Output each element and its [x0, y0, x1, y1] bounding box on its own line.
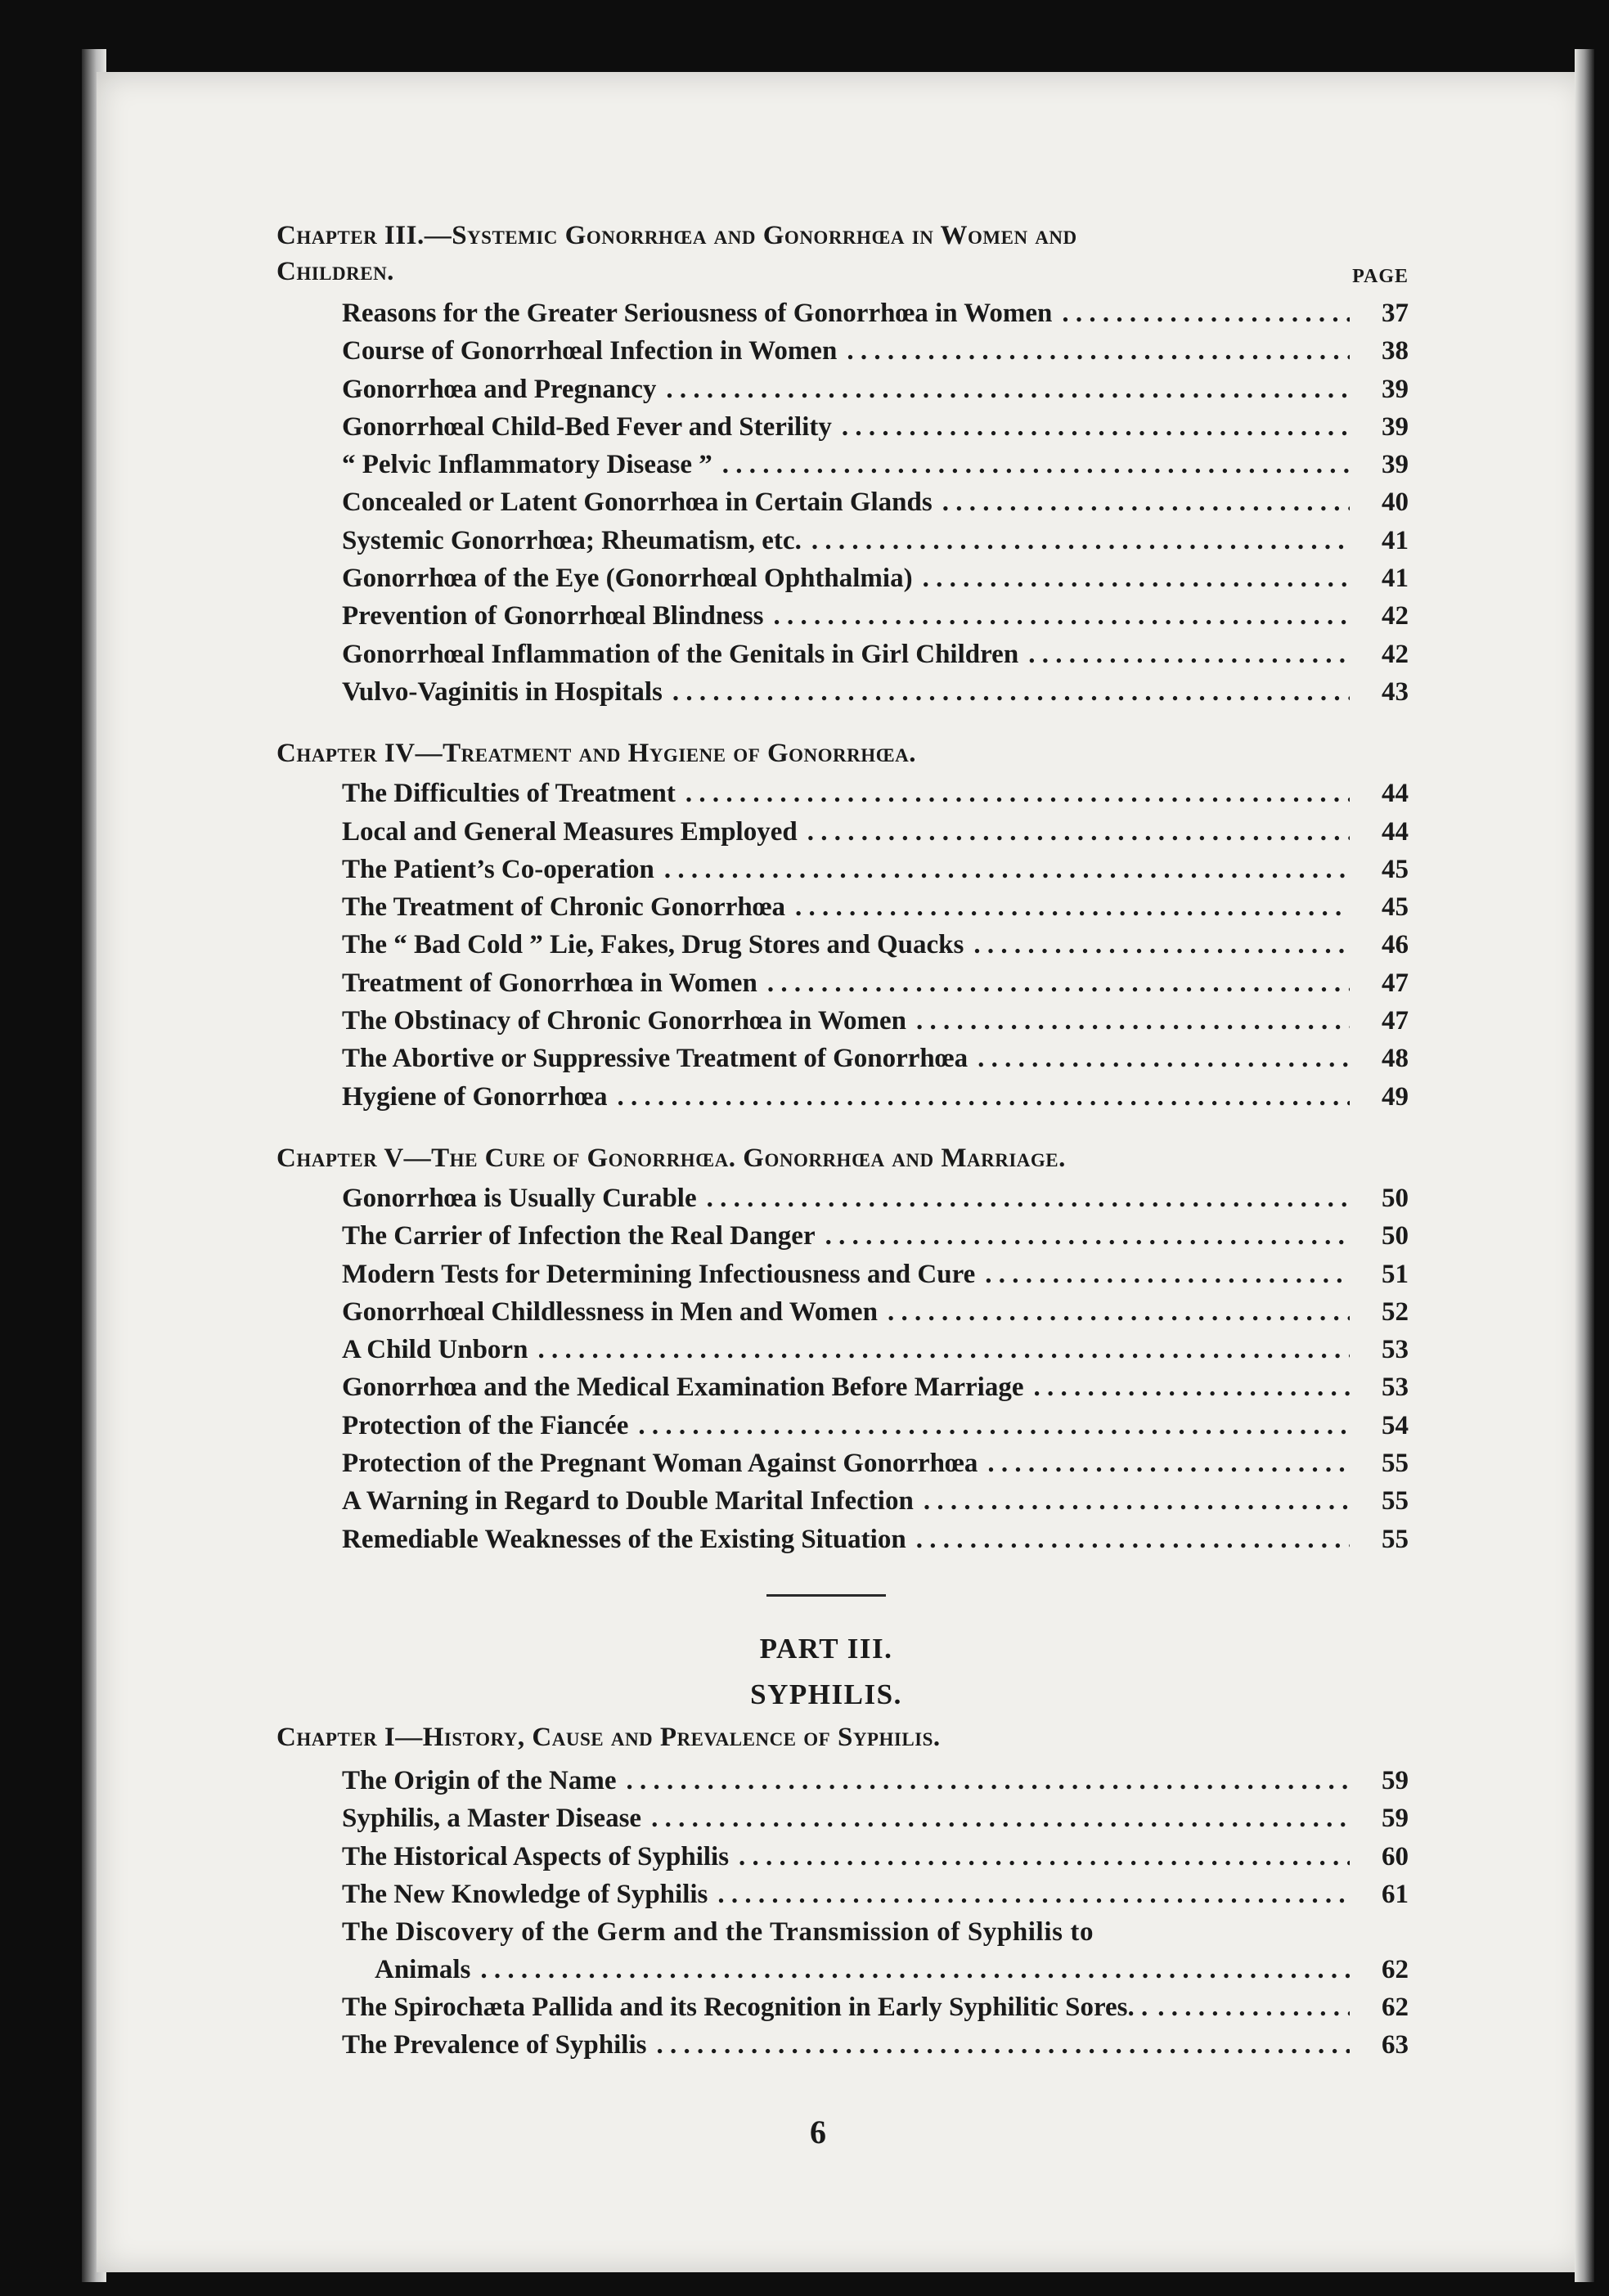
toc-entry: Gonorrhœa of the Eye (Gonorrhœal Ophthalmia) . . . 41 [342, 559, 1409, 597]
toc-entry: Hygiene of Gonorrhœa . . . 49 [342, 1078, 1409, 1116]
table-of-contents [276, 218, 1409, 2065]
chapter-title: Systemic Gonorrhœa and Gonorrhœa in Women and [452, 221, 1077, 250]
toc-entry: Protection of the Pregnant Woman Against Gonorrhœa . . . 55 [342, 1445, 1409, 1482]
section-divider [766, 1594, 886, 1597]
toc-entry: Prevention of Gonorrhœal Blindness . . . 42 [342, 597, 1409, 635]
entry-list [342, 294, 1409, 711]
toc-entry: Systemic Gonorrhœa; Rheumatism, etc. . . . 41 [342, 522, 1409, 559]
page-edge-right [1575, 49, 1594, 2282]
toc-entry: The Abortive or Suppressive Treatment of Gonorrhœa . . . 48 [342, 1040, 1409, 1077]
toc-entry: “ Pelvic Inflammatory Disease ” . . . 39 [342, 446, 1409, 483]
chapter-heading [276, 1719, 1409, 1755]
chapter-title: The Cure of Gonorrhœa. Gonorrhœa and Marriage. [431, 1143, 1066, 1173]
toc-entry: Vulvo-Vaginitis in Hospitals . . . 43 [342, 673, 1409, 711]
chapter-title-continued: Children. [276, 257, 394, 286]
toc-entry: The Spirochæta Pallida and its Recognition in Early Syphilitic Sores. . . . . 62 [342, 1988, 1409, 2026]
chapter-number: Chapter I— [276, 1722, 423, 1752]
part-title: PART III. [759, 1632, 893, 1665]
toc-entry: Modern Tests for Determining Infectiousness and Cure . . . 51 [342, 1256, 1409, 1293]
toc-entry: The Historical Aspects of Syphilis . . . 60 [342, 1838, 1409, 1876]
toc-entry: The Patient’s Co-operation . . . 45 [342, 851, 1409, 888]
toc-entry: Protection of the Fiancée . . . 54 [342, 1407, 1409, 1445]
toc-entry: A Warning in Regard to Double Marital Infection . . . 55 [342, 1482, 1409, 1520]
chapter-heading [276, 735, 1409, 771]
toc-entry: The “ Bad Cold ” Lie, Fakes, Drug Stores and Quacks . . . 46 [342, 926, 1409, 964]
page-number: 6 [810, 2114, 826, 2150]
entry-list [342, 1762, 1409, 2065]
chapter-heading [276, 1140, 1409, 1176]
toc-entry: The Carrier of Infection the Real Danger . . . 50 [342, 1217, 1409, 1255]
page-column-label: PAGE [1352, 266, 1409, 287]
toc-entry: The Obstinacy of Chronic Gonorrhœa in Women . . . 47 [342, 1002, 1409, 1040]
chapter-number: Chapter V— [276, 1143, 432, 1173]
toc-entry: Gonorrhœal Inflammation of the Genitals in Girl Children . . . 42 [342, 636, 1409, 673]
toc-entry: Reasons for the Greater Seriousness of Gonorrhœa in Women . . . 37 [342, 294, 1409, 332]
toc-entry: The Difficulties of Treatment . . . 44 [342, 775, 1409, 812]
chapter-heading [276, 218, 1409, 294]
chapter-number: Chapter III.— [276, 221, 452, 250]
chapter-number: Chapter IV— [276, 739, 443, 769]
toc-entry: Syphilis, a Master Disease . . . 59 [342, 1800, 1409, 1837]
toc-entry: A Child Unborn . . . 53 [342, 1331, 1409, 1368]
toc-entry: The New Knowledge of Syphilis . . . 61 [342, 1876, 1409, 1913]
chapter-title: History, Cause and Prevalence of Syphilis. [422, 1722, 941, 1752]
toc-entry: Local and General Measures Employed . . . 44 [342, 813, 1409, 851]
toc-entry: The Origin of the Name . . . 59 [342, 1762, 1409, 1800]
entry-list [342, 1179, 1409, 1558]
toc-entry: Gonorrhœa and the Medical Examination Before Marriage . . . 53 [342, 1368, 1409, 1406]
toc-entry: The Prevalence of Syphilis . . . 63 [342, 2026, 1409, 2064]
toc-entry: Concealed or Latent Gonorrhœa in Certain Glands . . . 40 [342, 483, 1409, 521]
toc-entry: Remediable Weaknesses of the Existing Situation . . . 55 [342, 1521, 1409, 1558]
chapter-title: Treatment and Hygiene of Gonorrhœa. [443, 739, 917, 769]
toc-entry: The Discovery of the Germ and the Transmission of Syphilis to Animals . . . 62 [342, 1913, 1409, 1988]
toc-entry: Gonorrhœal Childlessness in Men and Women . . . 52 [342, 1293, 1409, 1331]
toc-entry: The Treatment of Chronic Gonorrhœa . . . 45 [342, 888, 1409, 926]
toc-entry: Treatment of Gonorrhœa in Women . . . 47 [342, 964, 1409, 1002]
part-subtitle: SYPHILIS. [750, 1678, 902, 1710]
toc-entry: Gonorrhœa and Pregnancy . . . 39 [342, 371, 1409, 408]
toc-entry: Gonorrhœal Child-Bed Fever and Sterility . . . 39 [342, 408, 1409, 446]
entry-list [342, 775, 1409, 1116]
toc-entry: Course of Gonorrhœal Infection in Women . . . 38 [342, 332, 1409, 370]
toc-entry: Gonorrhœa is Usually Curable . . . 50 [342, 1179, 1409, 1217]
